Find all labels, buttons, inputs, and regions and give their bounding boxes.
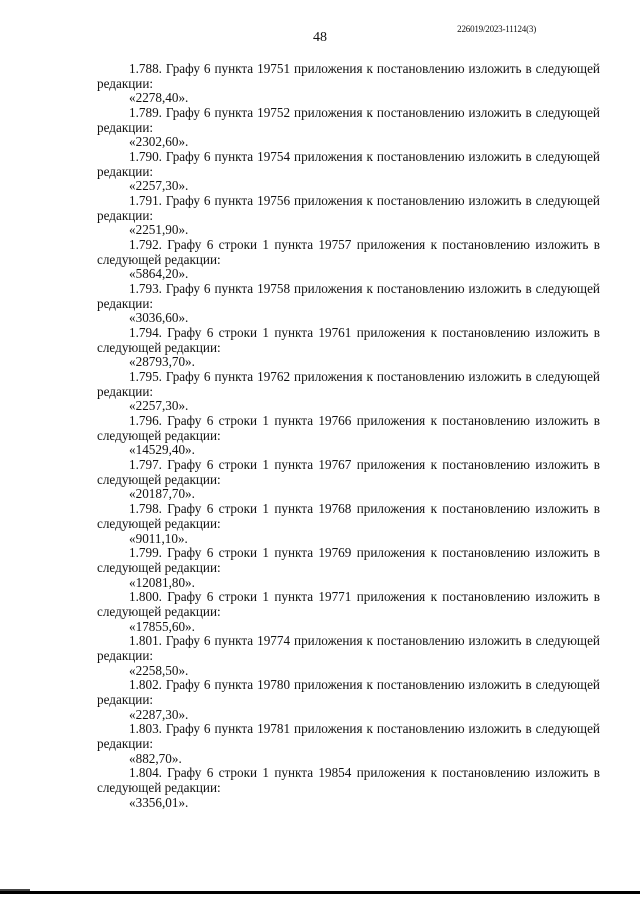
item-value: «17855,60». bbox=[129, 618, 195, 634]
item-text: 1.801. Графу 6 пункта 19774 приложения к постановлению изложить в следующей редакции: bbox=[97, 633, 600, 663]
item-text: 1.793. Графу 6 пункта 19758 приложения к постановлению изложить в следующей редакции: bbox=[97, 281, 600, 311]
item-value: «2278,40». bbox=[129, 90, 189, 106]
item-value: «3356,01». bbox=[129, 794, 189, 810]
item-text: 1.796. Графу 6 строки 1 пункта 19766 приложения к постановлению изложить в следующей редакции: bbox=[97, 413, 600, 443]
item-text: 1.800. Графу 6 строки 1 пункта 19771 приложения к постановлению изложить в следующей редакции: bbox=[97, 589, 600, 619]
item-text: 1.804. Графу 6 строки 1 пункта 19854 приложения к постановлению изложить в следующей редакции: bbox=[97, 765, 600, 795]
item-value: «882,70». bbox=[129, 750, 182, 766]
item-value: «9011,10». bbox=[129, 530, 188, 546]
bottom-scan-line bbox=[0, 891, 640, 894]
item-value: «2302,60». bbox=[129, 134, 189, 150]
document-body bbox=[97, 62, 600, 810]
item-value: «20187,70». bbox=[129, 486, 195, 502]
item-value: «2251,90». bbox=[129, 222, 189, 238]
item-value: «12081,80». bbox=[129, 574, 195, 590]
document-code: 226019/2023-11124(3) bbox=[457, 24, 536, 34]
item-value: «2287,30». bbox=[129, 706, 189, 722]
item-text: 1.789. Графу 6 пункта 19752 приложения к постановлению изложить в следующей редакции: bbox=[97, 105, 600, 135]
item-text: 1.790. Графу 6 пункта 19754 приложения к постановлению изложить в следующей редакции: bbox=[97, 149, 600, 179]
item-text: 1.791. Графу 6 пункта 19756 приложения к постановлению изложить в следующей редакции: bbox=[97, 193, 600, 223]
item-value: «14529,40». bbox=[129, 442, 195, 458]
item-text: 1.794. Графу 6 строки 1 пункта 19761 приложения к постановлению изложить в следующей редакции: bbox=[97, 325, 600, 355]
item-value: «28793,70». bbox=[129, 354, 195, 370]
item-value: «2258,50». bbox=[129, 662, 189, 678]
item-value: «2257,30». bbox=[129, 398, 189, 414]
item-text: 1.799. Графу 6 строки 1 пункта 19769 приложения к постановлению изложить в следующей редакции: bbox=[97, 545, 600, 575]
item-value: «3036,60». bbox=[129, 310, 189, 326]
item-text: 1.798. Графу 6 строки 1 пункта 19768 приложения к постановлению изложить в следующей редакции: bbox=[97, 501, 600, 531]
item-value: «5864,20». bbox=[129, 266, 189, 282]
item-text: 1.802. Графу 6 пункта 19780 приложения к постановлению изложить в следующей редакции: bbox=[97, 677, 600, 707]
item-text: 1.797. Графу 6 строки 1 пункта 19767 приложения к постановлению изложить в следующей редакции: bbox=[97, 457, 600, 487]
page-number: 48 bbox=[313, 30, 327, 45]
item-value: «2257,30». bbox=[129, 178, 189, 194]
item-text: 1.788. Графу 6 пункта 19751 приложения к постановлению изложить в следующей редакции: bbox=[97, 61, 600, 91]
item-text: 1.795. Графу 6 пункта 19762 приложения к постановлению изложить в следующей редакции: bbox=[97, 369, 600, 399]
item-text: 1.792. Графу 6 строки 1 пункта 19757 приложения к постановлению изложить в следующей редакции: bbox=[97, 237, 600, 267]
item-text: 1.803. Графу 6 пункта 19781 приложения к постановлению изложить в следующей редакции: bbox=[97, 721, 600, 751]
